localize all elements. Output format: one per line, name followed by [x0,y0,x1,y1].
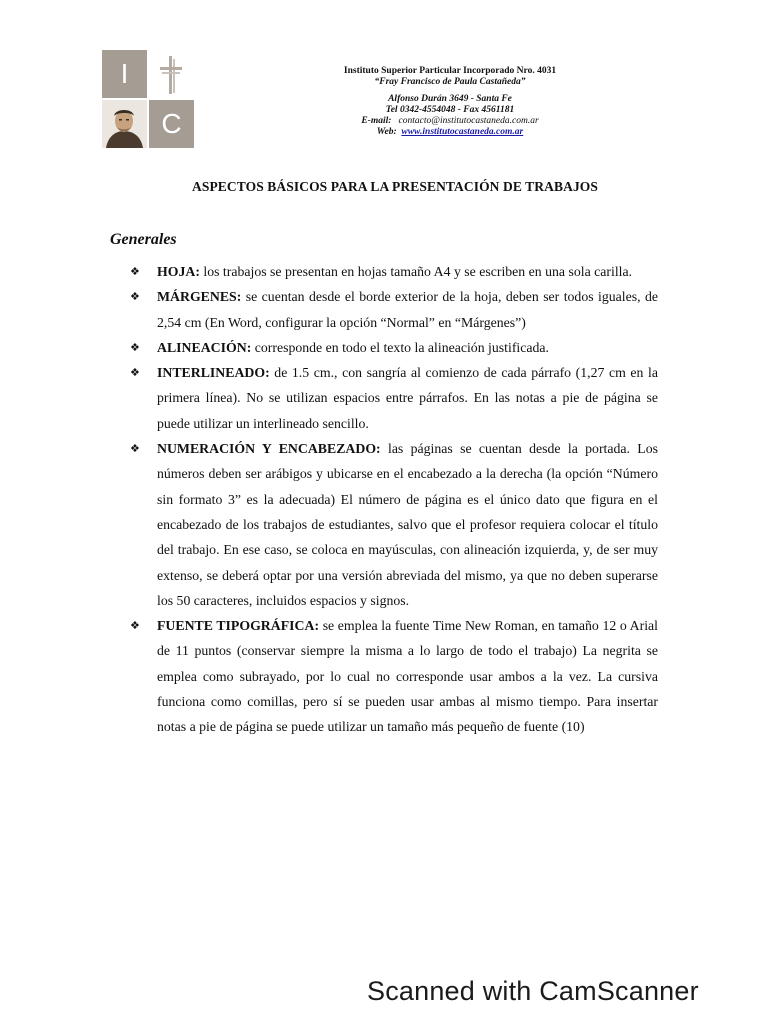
logo-letter-c: C [161,108,182,139]
institution-patron: “Fray Francisco de Paula Castañeda” [374,77,526,87]
item-term: NUMERACIÓN Y ENCABEZADO: [157,441,381,457]
item-text: se emplea la fuente Time New Roman, en tamaño 12 o Arial de 11 puntos (conservar siempre la misma a lo largo de todo el trabajo) La negrita se emplea como subrayado, por lo cual no corresponde usar ambos a la vez. La cursiva funciona como comillas, pero sí se pueden usar ambas al mismo tiempo. Para insertar notas a pie de página se puede utilizar un tamaño más pequeño de fuente (10) [157,618,658,735]
email-value: contacto@institutocastaneda.com.ar [398,116,539,126]
cross-icon [149,50,194,98]
camscanner-watermark: Scanned with CamScanner [367,976,699,1006]
institution-name: Instituto Superior Particular Incorporado Nro. 4031 [343,66,557,76]
institution-email [300,116,600,127]
item-text: se cuentan desde el borde exterior de la hoja, deben ser todos iguales, de 2,54 cm (En Word, configurar la opción “Normal” en “Márgenes”) [157,289,658,330]
item-text: las páginas se cuentan desde la portada. Los números deben ser arábigos y ubicarse en el encabezado a la derecha (la opción “Número sin formato 3” es la adecuada) El número de página es el único dato que figura en el encabezado de los trabajos de estudiantes, salvo que el profesor requiera colocar el título del trabajo. En ese caso, se coloca en mayúsculas, con alineación izquierda, y, de ser muy extenso, se deberá optar por una versión abreviada del mismo, ya que no deben superarse los 50 caracteres, incluidos espacios y signos. [157,441,658,608]
item-term: MÁRGENES: [157,289,242,305]
item-term: INTERLINEADO: [157,365,270,381]
institute-logo [102,50,194,148]
institution-phone: Tel 0342-4554048 - Fax 4561181 [385,105,515,115]
web-label: Web: [376,127,397,137]
item-term: ALINEACIÓN: [157,339,252,355]
item-text: de 1.5 cm., con sangría al comienzo de cada párrafo (1,27 cm en la primera línea). No se utilizan espacios entre párrafos. En las notas a pie de página se puede utilizar un interlineado sencillo. [157,365,658,431]
friar-portrait-icon [102,100,147,148]
logo-tile-c [149,100,194,148]
diamond-bullet-icon: ❖ [130,265,140,278]
guidelines-list [130,259,658,740]
item-text: corresponde en todo el texto la alineación justificada. [251,339,549,355]
institution-address: Alfonso Durán 3649 - Santa Fe [388,94,512,104]
institution-web [300,127,600,138]
list-item-hoja [130,259,658,284]
item-text: los trabajos se presentan en hojas tamaño A4 y se escriben en una sola carilla. [199,264,633,279]
diamond-bullet-icon: ❖ [130,366,140,380]
item-term: FUENTE TIPOGRÁFICA: [157,618,320,634]
diamond-bullet-icon: ❖ [130,619,140,633]
diamond-bullet-icon: ❖ [130,340,140,354]
institute-header [300,66,600,138]
diamond-bullet-icon: ❖ [130,442,140,456]
list-item-margenes [130,284,658,335]
logo-tile-i [102,50,147,98]
section-heading: Generales [110,231,177,248]
item-term: HOJA: [157,264,200,279]
diamond-bullet-icon: ❖ [130,290,140,304]
list-item-fuente [130,613,658,739]
logo-letter-i: I [120,58,129,89]
email-label: E-mail: [361,116,392,126]
list-item-numeracion [130,436,658,613]
list-item-alineacion [130,335,658,360]
list-item-interlineado [130,360,658,436]
web-link[interactable]: www.institutocastaneda.com.ar [401,127,524,137]
document-title: ASPECTOS BÁSICOS PARA LA PRESENTACIÓN DE TRABAJOS [192,179,598,194]
